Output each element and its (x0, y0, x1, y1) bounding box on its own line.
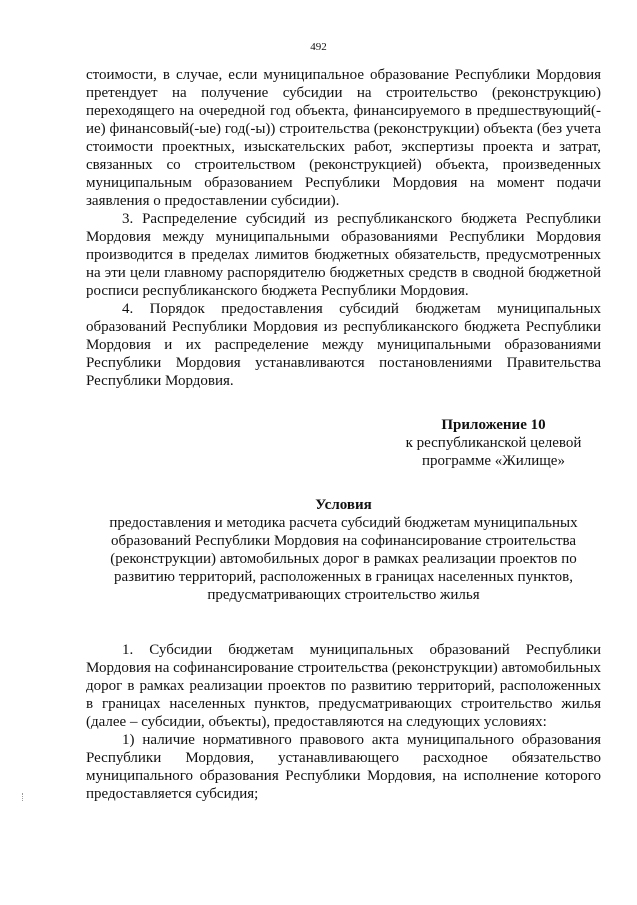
scan-mark (22, 793, 25, 801)
appendix-title: Приложение 10 (441, 417, 546, 433)
section-spacer (86, 604, 601, 641)
document-body (86, 66, 601, 803)
appendix-line-1: к республиканской целевой (405, 435, 582, 451)
paragraph-continuation: стоимости, в случае, если муниципальное образование Республики Мордовия претендует на получение субсидии на строительство (реконструкцию) переходящего на очередной год объекта, финансируемого в предшествующий(-ие) финансовый(-ые) год(-ы)) строительства (реконструкции) объекта (без учета стоимости проектных, изыскательских работ, экспертизы проекта и затрат, связанных со строительством (реконструкцией) объекта, произведенных муниципальным образованием Республики Мордовия на момент подачи заявления о предоставлении субсидии). (86, 67, 601, 209)
paragraph-condition-1-1: 1) наличие нормативного правового акта муниципального образования Республики Мордовия, устанавливающего расходное обязательство муниципального образования Республики Мордовия, на исполнение которого предоставляется субсидия; (86, 732, 601, 802)
paragraph-item-3: 3. Распределение субсидий из республиканского бюджета Республики Мордовия между муниципальными образованиями Республики Мордовия производится в пределах лимитов бюджетных обязательств, предусмотренных на эти цели главному распорядителю бюджетных средств в сводной бюджетной росписи республиканского бюджета Республики Мордовия. (86, 211, 601, 299)
appendix-line-2: программе «Жилище» (422, 453, 565, 469)
paragraph-condition-1: 1. Субсидии бюджетам муниципальных образований Республики Мордовия на софинансирование строительства (реконструкции) автомобильных дорог в рамках реализации проектов по развитию территорий, расположенных в границах населенных пунктов, предусматривающих строительство жилья (далее – субсидии, объекты), предоставляются на следующих условиях: (86, 642, 601, 730)
paragraph-item-4: 4. Порядок предоставления субсидий бюджетам муниципальных образований Республики Мордовия из республиканского бюджета Республики Мордовия и их распределение между муниципальными образованиями Республики Мордовия устанавливаются постановлениями Правительства Республики Мордовия. (86, 301, 601, 389)
conditions-subtitle: предоставления и методика расчета субсидий бюджетам муниципальных образований Республики Мордовия на софинансирование строительства (реконструкции) автомобильных дорог в рамках реализации проектов по развитию территорий, расположенных в границах населенных пунктов, предусматривающих строительство жилья (109, 515, 578, 603)
page-number: 492 (310, 41, 327, 53)
appendix-header (386, 416, 601, 470)
conditions-title: Условия (315, 497, 372, 513)
